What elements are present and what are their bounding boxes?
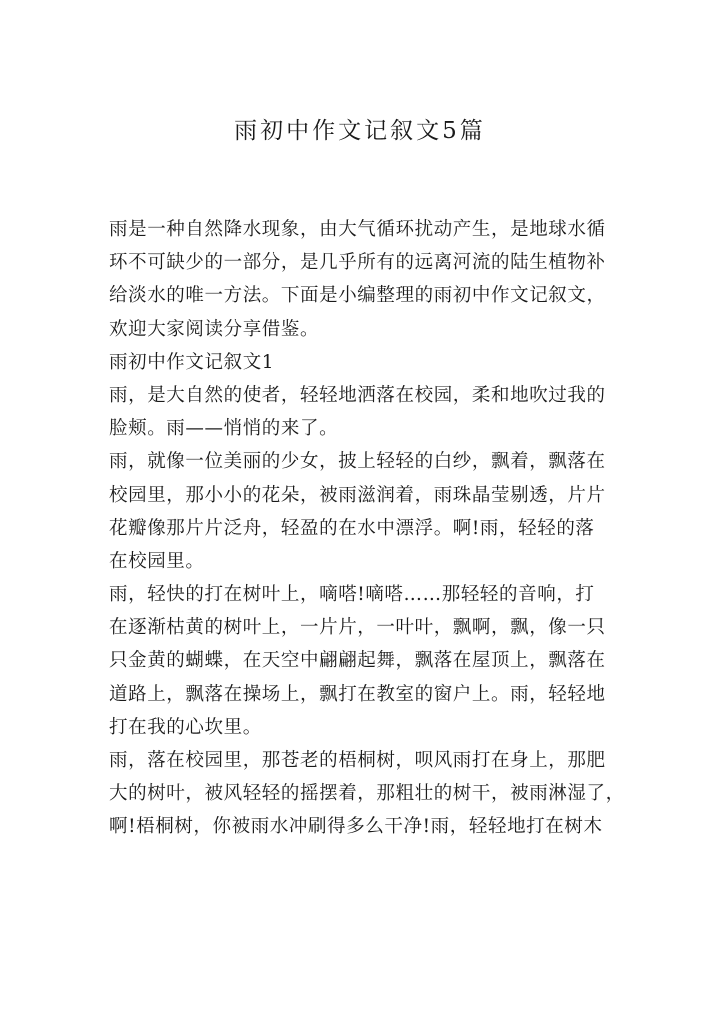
text-line: 环不可缺少的一部分，是几乎所有的远离河流的陆生植物补 bbox=[109, 252, 606, 274]
text-line: 雨，轻快的打在树叶上，嘀嗒!嘀嗒……那轻轻的音响，打 bbox=[109, 584, 595, 606]
document-body bbox=[109, 213, 625, 844]
text-line: 花瓣像那片片泛舟，轻盈的在水中漂浮。啊!雨，轻轻的落 bbox=[109, 517, 595, 539]
text-line: 给淡水的唯一方法。下面是小编整理的雨初中作文记叙文， bbox=[109, 285, 606, 307]
text-line: 只金黄的蝴蝶，在天空中翩翩起舞，飘落在屋顶上，飘落在 bbox=[109, 650, 606, 672]
document-title: 雨初中作文记叙文5篇 bbox=[234, 118, 486, 144]
text-line: 脸颊。雨——悄悄的来了。 bbox=[109, 418, 339, 440]
text-line: 雨，落在校园里，那苍老的梧桐树，呗风雨打在身上，那肥 bbox=[109, 750, 606, 771]
text-line: 雨是一种自然降水现象，由大气循环扰动产生，是地球水循 bbox=[109, 219, 606, 240]
text-line: 欢迎大家阅读分享借鉴。 bbox=[109, 318, 320, 340]
text-line: 啊!梧桐树，你被雨水冲刷得多么干净!雨，轻轻地打在树木 bbox=[109, 816, 603, 838]
text-line: 打在我的心坎里。 bbox=[109, 716, 262, 738]
text-line: 在校园里。 bbox=[109, 550, 205, 572]
text-line: 雨，是大自然的使者，轻轻地洒落在校园，柔和地吹过我的 bbox=[109, 384, 606, 406]
text-line: 雨，就像一位美丽的少女，披上轻轻的白纱，飘着，飘落在 bbox=[109, 451, 606, 473]
text-line: 大的树叶，被风轻轻的摇摆着，那粗壮的树干，被雨淋湿了， bbox=[109, 783, 625, 805]
text-line: 在逐渐枯黄的树叶上，一片片，一叶叶，飘啊，飘，像一只 bbox=[109, 617, 606, 639]
text-line: 校园里，那小小的花朵，被雨滋润着，雨珠晶莹剔透，片片 bbox=[109, 484, 606, 506]
text-line: 道路上，飘落在操场上，飘打在教室的窗户上。雨，轻轻地 bbox=[109, 683, 606, 705]
section-heading: 雨初中作文记叙文1 bbox=[109, 351, 275, 373]
